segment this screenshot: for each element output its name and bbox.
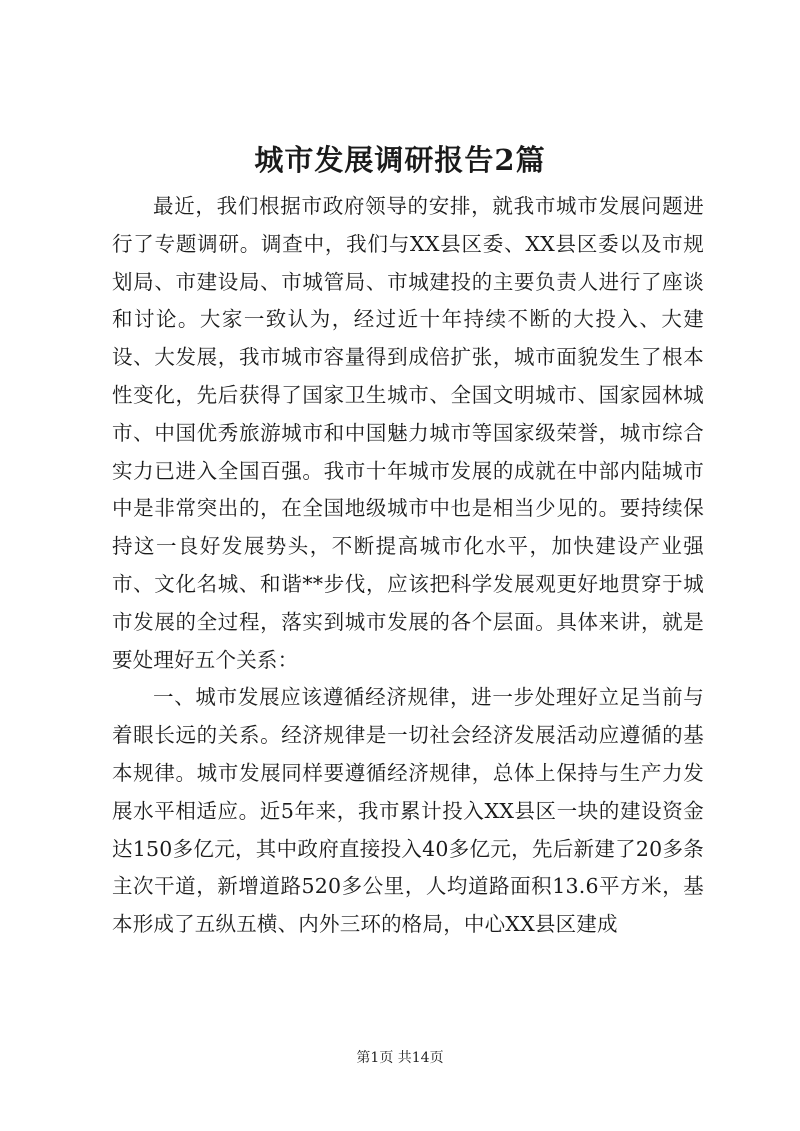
- paragraph-section-one: 一、城市发展应该遵循经济规律，进一步处理好立足当前与着眼长远的关系。经济规律是一切社会经济发展活动应遵循的基本规律。城市发展同样要遵循经济规律，总体上保持与生产力发展水平相适应。近5年来，我市累计投入XX县区一块的建设资金达150多亿元，其中政府直接投入40多亿元，先后新建了20多条主次干道，新增道路520多公里，人均道路面积13.6平方米，基本形成了五纵五横、内外三环的格局，中心XX县区建成: [112, 685, 704, 937]
- page-footer: 第1页 共14页: [356, 1050, 444, 1066]
- paragraph-intro: 最近，我们根据市政府领导的安排，就我市城市发展问题进行了专题调研。调查中，我们与XX县区委、XX县区委以及市规划局、市建设局、市城管局、市城建投的主要负责人进行了座谈和讨论。大家一致认为，经过近十年持续不断的大投入、大建设、大发展，我市城市容量得到成倍扩张，城市面貌发生了根本性变化，先后获得了国家卫生城市、全国文明城市、国家园林城市、中国优秀旅游城市和中国魅力城市等国家级荣誉，城市综合实力已进入全国百强。我市十年城市发展的成就在中部内陆城市中是非常突出的，在全国地级城市中也是相当少见的。要持续保持这一良好发展势头，不断提高城市化水平，加快建设产业强市、文化名城、和谐**步伐，应该把科学发展观更好地贯穿于城市发展的全过程，落实到城市发展的各个层面。具体来讲，就是要处理好五个关系：: [112, 194, 704, 672]
- document-body: [112, 188, 704, 944]
- document-title: 城市发展调研报告2篇: [254, 143, 546, 177]
